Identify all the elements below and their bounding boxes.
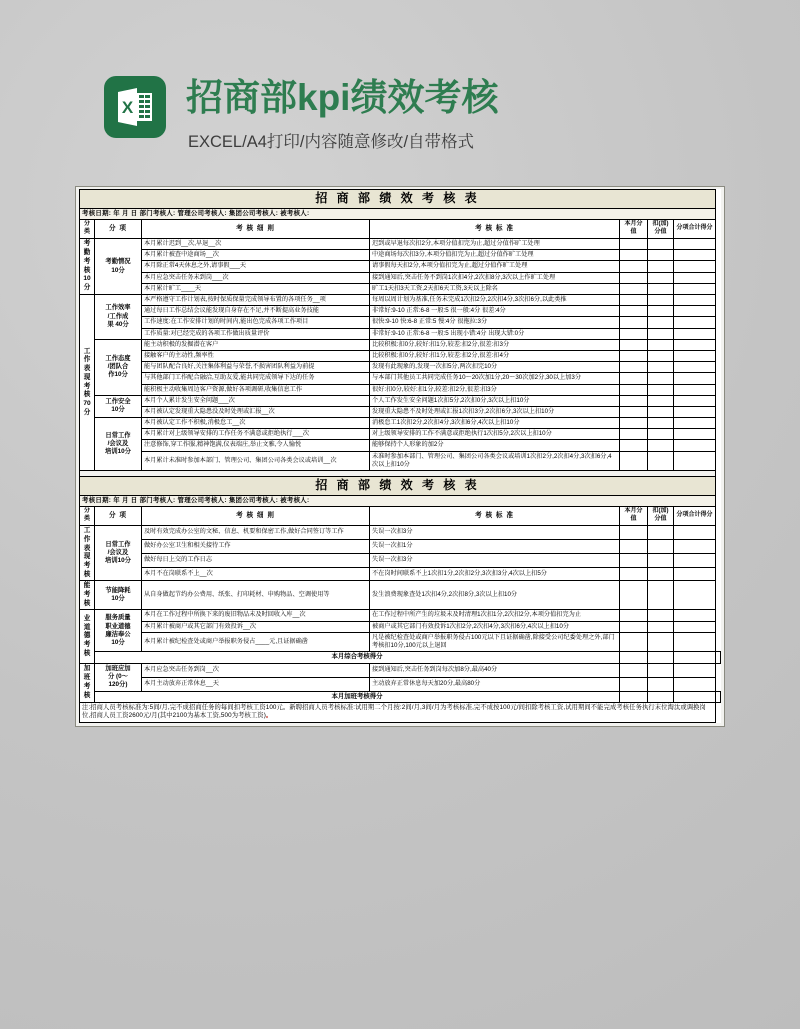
rule-cell: 工作速度:在工作安排计划的时间内,能出色完成各项工作项目 <box>142 317 370 328</box>
score-cell[interactable] <box>620 384 648 395</box>
standard-cell: 发生浪费现象查处1次扣4分,2次扣8分,3次以上扣10分 <box>370 581 620 610</box>
score-cell[interactable] <box>620 539 648 553</box>
score-cell[interactable] <box>620 451 648 470</box>
subitem-line: 节能降耗 <box>105 587 131 595</box>
score-cell[interactable] <box>648 691 674 702</box>
standard-cell: 旷工1天扣3天工资,2天扣6天工资,3天以上除名 <box>370 283 620 294</box>
rule-cell: 能积极主动收集周边客户资源,做好各项调研,收集信息工作 <box>142 384 370 395</box>
rule-cell: 本月除正常4天休息之外,请事假___天 <box>142 261 370 272</box>
page-title: 招商部kpi绩效考核 <box>186 77 499 118</box>
score-cell[interactable] <box>620 406 648 417</box>
header-standard: 考 核 标 准 <box>370 220 620 239</box>
subitem-line: /会议及 <box>107 439 129 447</box>
category-cell <box>80 239 95 295</box>
score-cell[interactable] <box>620 350 648 361</box>
category-cell <box>80 663 95 702</box>
category-char: 70 <box>83 399 91 407</box>
standard-cell: 与本部门其他员工共同完成任务10～20次加1分,20～30次加2分,30以上加3分 <box>370 373 620 384</box>
category-cell <box>80 526 95 581</box>
score-cell[interactable] <box>648 539 674 553</box>
subitem-line: /工作成 <box>107 312 129 320</box>
header-subtotal: 分项合计得分 <box>674 220 716 239</box>
kpi-table-body <box>80 190 721 723</box>
standard-cell: 失误一次扣1分 <box>370 539 620 553</box>
standard-cell: 对上级领导安排的工作不满意或拒绝执行1次扣5分,2次以上扣10分 <box>370 429 620 440</box>
score-cell[interactable] <box>648 350 674 361</box>
rule-cell: 本月累计被查中途商场__次 <box>142 250 370 261</box>
score-cell[interactable] <box>674 553 716 567</box>
category-cell <box>80 610 95 663</box>
header-category: 分 类 <box>80 220 95 239</box>
standard-cell: 不在岗时间联系不上1次扣1分,2次扣2分,3次扣3分,4次以上扣5分 <box>370 567 620 581</box>
score-cell[interactable] <box>620 283 648 294</box>
rule-cell: 本月被认定发现重大隐患没及时处理或汇报__次 <box>142 406 370 417</box>
score-cell[interactable] <box>648 362 674 373</box>
table-row <box>80 553 721 567</box>
subitem-cell <box>95 526 142 581</box>
subitem-line: 日常工作 <box>105 540 131 548</box>
score-cell[interactable] <box>620 691 648 702</box>
score-cell[interactable] <box>648 373 674 384</box>
score-cell[interactable] <box>674 440 716 451</box>
category-char: 班 <box>83 674 91 682</box>
standard-cell: 未准时参加本部门、管理公司、集团公司各类会议或培训1次扣2分,2次扣4分,3次扣6分,4次以上扣10分 <box>370 451 620 470</box>
score-cell[interactable] <box>620 429 648 440</box>
score-cell[interactable] <box>620 677 648 691</box>
table-row <box>80 567 721 581</box>
score-cell[interactable] <box>674 581 716 610</box>
rule-cell: 本月应急突击任务未到岗___次 <box>142 272 370 283</box>
meta-row <box>80 208 721 219</box>
score-cell[interactable] <box>674 362 716 373</box>
score-cell[interactable] <box>620 621 648 632</box>
category-char: 德 <box>83 632 91 640</box>
rule-cell: 能主动积极的发掘潜在客户 <box>142 339 370 350</box>
header-month-score: 本月分值 <box>620 220 648 239</box>
score-cell[interactable] <box>648 239 674 250</box>
table-row <box>80 526 721 540</box>
score-cell[interactable] <box>648 339 674 350</box>
rule-cell: 从自身做起节约办公费用、纸张、打印耗材、申购物品、空调使用等 <box>142 581 370 610</box>
score-cell[interactable] <box>674 250 716 261</box>
score-cell[interactable] <box>620 395 648 406</box>
score-cell[interactable] <box>674 328 716 339</box>
rule-cell: 本月累计未准时参加本部门、管理公司、集团公司各类会议或培训__次 <box>142 451 370 470</box>
header-deduction: 扣(加)分值 <box>648 220 674 239</box>
score-cell[interactable] <box>674 429 716 440</box>
kpi-table <box>79 189 721 723</box>
score-cell[interactable] <box>674 350 716 361</box>
header-rule: 考 核 细 则 <box>142 220 370 239</box>
score-cell[interactable] <box>674 691 716 702</box>
category-char: 现 <box>83 373 91 381</box>
score-cell[interactable] <box>620 362 648 373</box>
subitem-line: 职业道德 <box>105 622 131 630</box>
score-cell[interactable] <box>674 395 716 406</box>
category-char: 考 <box>83 640 91 648</box>
category-char: 工 <box>83 527 91 535</box>
table-row <box>80 250 721 261</box>
category-char: 核 <box>83 599 91 607</box>
category-char: 工 <box>83 347 91 355</box>
table-row <box>80 339 721 350</box>
standard-cell: 凡是被纪检查处或商户举报职务侵占100元以下且证据确凿,除接受公司纪委处理之外,部门考核扣10分,100元以上退回 <box>370 632 620 651</box>
subitem-line: 日常工作 <box>105 431 131 439</box>
standard-cell: 失误一次扣3分 <box>370 553 620 567</box>
standard-cell: 比较积极:扣0分,较好:扣1分,较差:扣2分,很差:扣3分 <box>370 339 620 350</box>
table-row <box>80 261 721 272</box>
score-cell[interactable] <box>648 272 674 283</box>
score-cell[interactable] <box>620 553 648 567</box>
score-cell[interactable] <box>620 418 648 429</box>
score-cell[interactable] <box>674 339 716 350</box>
table-row <box>80 272 721 283</box>
page-subtitle: EXCEL/A4打印/内容随意修改/自带格式 <box>188 133 475 151</box>
rule-cell: 能与团队配合良好,关注集体利益与荣誉,不损害团队利益为前提 <box>142 362 370 373</box>
score-cell[interactable] <box>648 328 674 339</box>
score-cell[interactable] <box>674 539 716 553</box>
table-row <box>80 677 721 691</box>
table-row <box>80 395 721 406</box>
table-row <box>80 328 721 339</box>
rule-cell: 接触客户的主动性,频率性 <box>142 350 370 361</box>
score-cell[interactable] <box>648 384 674 395</box>
score-cell[interactable] <box>648 652 674 663</box>
column-header-row <box>80 220 721 239</box>
rule-cell: 本月主动放弃正常休息__天 <box>142 677 370 691</box>
category-char: 分 <box>83 283 91 291</box>
category-char: 勤 <box>83 249 91 257</box>
category-char: 核 <box>83 266 91 274</box>
spreadsheet-preview <box>75 186 725 727</box>
table-row <box>80 632 721 651</box>
table-row <box>80 418 721 429</box>
note-mark: 。 <box>265 712 273 720</box>
meta-row <box>80 495 721 506</box>
score-cell[interactable] <box>674 373 716 384</box>
score-cell[interactable] <box>674 632 716 651</box>
score-cell[interactable] <box>674 295 716 306</box>
column-header-row <box>80 507 721 526</box>
category-char: 考 <box>83 682 91 690</box>
score-cell[interactable] <box>674 239 716 250</box>
standard-cell: 非常好:9-10 正常:6-8 一般:5 很一般:4分 很差:4分 <box>370 306 620 317</box>
score-cell[interactable] <box>648 283 674 294</box>
standard-cell: 每周以周计划为基准,任务未完成1次扣2分,2次扣4分,3次扣6分,以此类推 <box>370 295 620 306</box>
score-cell[interactable] <box>648 429 674 440</box>
score-cell[interactable] <box>674 567 716 581</box>
standard-cell: 中途商场每次扣3分,本项分值扣完为止,超过分值作旷工处理 <box>370 250 620 261</box>
category-char: 分 <box>83 408 91 416</box>
score-cell[interactable] <box>620 440 648 451</box>
doc-title: 招 商 部 绩 效 考 核 表 <box>80 477 716 496</box>
category-char: 考 <box>83 382 91 390</box>
rule-cell: 及时有效完成办公室的文秘、信息、机要和保密工作,做好合同签订等工作 <box>142 526 370 540</box>
category-char: 现 <box>83 553 91 561</box>
subitem-line: 120分) <box>108 681 128 689</box>
score-cell[interactable] <box>620 652 648 663</box>
subitem-line: 工作安全 <box>105 398 131 406</box>
doc-title-row <box>80 477 721 496</box>
header-deduction: 扣(加)分值 <box>648 507 674 526</box>
score-cell[interactable] <box>648 317 674 328</box>
category-char: 核 <box>83 691 91 699</box>
table-row <box>80 440 721 451</box>
table-row <box>80 610 721 621</box>
score-cell[interactable] <box>648 610 674 621</box>
header-rule: 考 核 细 则 <box>142 507 370 526</box>
note-text: 注:招商人员考核标准为:5间/月,完不成招商任务的每间扣考核工资100元。新聘招商人员考核标准:试用期二个月按:2间/月,3间/月为考核标准,完不成按100元/间扣除考核工资,试用期间不能完成考核任务执行末位淘汰或调换岗位,招商人员工资2600元/月(其中2100为基本工资,500为考核工资)。 <box>80 703 716 723</box>
category-char: 业 <box>83 614 91 622</box>
score-cell[interactable] <box>716 691 721 702</box>
score-cell[interactable] <box>620 295 648 306</box>
table-row <box>80 317 721 328</box>
score-cell[interactable] <box>620 663 648 677</box>
score-cell[interactable] <box>648 306 674 317</box>
standard-cell: 接到通知后,突击任务到岗每次加8分,最高40分 <box>370 663 620 677</box>
score-cell[interactable] <box>620 581 648 610</box>
subitem-line: 分 (0～ <box>108 672 128 680</box>
table-row <box>80 384 721 395</box>
rule-cell: 本月累计旷工____天 <box>142 283 370 294</box>
table-row <box>80 362 721 373</box>
standard-cell: 比较积极:扣0分,较好:扣1分,较差:扣2分,很差:扣4分 <box>370 350 620 361</box>
score-cell[interactable] <box>648 632 674 651</box>
score-cell[interactable] <box>648 250 674 261</box>
subitem-line: 工作态度 <box>105 354 131 362</box>
rule-cell: 本月累计迟到__次,早退__次 <box>142 239 370 250</box>
score-cell[interactable] <box>648 451 674 470</box>
category-char: 表 <box>83 544 91 552</box>
subitem-line: 果 40分 <box>107 321 129 329</box>
subitem-cell <box>95 663 142 691</box>
category-char: 作 <box>83 356 91 364</box>
score-cell[interactable] <box>648 567 674 581</box>
subitem-line: 10分 <box>111 406 125 414</box>
table-row <box>80 663 721 677</box>
table-row <box>80 239 721 250</box>
score-cell[interactable] <box>674 663 716 677</box>
note-row <box>80 703 721 723</box>
subitem-line: 考勤情况 <box>105 258 131 266</box>
score-cell[interactable] <box>620 250 648 261</box>
rule-cell: 本月不在岗联系不上__次 <box>142 567 370 581</box>
subitem-line: 10分 <box>111 595 125 603</box>
subitem-line: 10分 <box>111 266 125 274</box>
score-cell[interactable] <box>620 272 648 283</box>
excel-logo-icon <box>104 76 166 138</box>
score-cell[interactable] <box>674 610 716 621</box>
table-row <box>80 406 721 417</box>
subitem-line: 加班应加 <box>105 664 131 672</box>
rule-cell: 本月应急突击任务到岗__次 <box>142 663 370 677</box>
score-cell[interactable] <box>620 306 648 317</box>
score-cell[interactable] <box>674 526 716 540</box>
summary-label: 本月综合考核得分 <box>95 652 620 663</box>
rule-cell: 本月累计被商户或其它部门有效投诉__次 <box>142 621 370 632</box>
score-cell[interactable] <box>674 621 716 632</box>
standard-cell: 发现重大隐患不及时处理或汇报1次扣3分,2次扣6分,3次以上扣10分 <box>370 406 620 417</box>
standard-cell: 发现有此现象的,发现一次扣5分,两次扣完10分 <box>370 362 620 373</box>
score-cell[interactable] <box>620 373 648 384</box>
standard-cell: 很快:9-10 快:6-8 正常:5 慢:4分 很拖拉:3分 <box>370 317 620 328</box>
subitem-cell <box>95 339 142 395</box>
header-subitem: 分 项 <box>95 220 142 239</box>
rule-cell: 与其他部门工作配合融洽,互助友爱,能共同完成领导下达的任务 <box>142 373 370 384</box>
standard-cell: 迟到或早退每次扣2分,本项分值扣完为止,超过分值作旷工处理 <box>370 239 620 250</box>
subitem-cell <box>95 581 142 610</box>
rule-cell: 本月个人累计发生安全问题___次 <box>142 395 370 406</box>
category-char: 能 <box>83 582 91 590</box>
standard-cell: 请事假每天扣2分,本项分值扣完为止,超过分值作旷工处理 <box>370 261 620 272</box>
table-row <box>80 373 721 384</box>
score-cell[interactable] <box>674 406 716 417</box>
score-cell[interactable] <box>674 652 716 663</box>
category-char: 考 <box>83 257 91 265</box>
subitem-line: 培训10分 <box>105 448 131 456</box>
rule-cell: 做好每日上交的工作日志 <box>142 553 370 567</box>
rule-cell: 做好办公室卫生和相关接待工作 <box>142 539 370 553</box>
score-cell[interactable] <box>674 283 716 294</box>
standard-cell: 消极怠工1次扣2分,2次扣4分,3次扣6分,4次以上扣10分 <box>370 418 620 429</box>
table-row <box>80 295 721 306</box>
standard-cell: 失误一次扣3分 <box>370 526 620 540</box>
score-cell[interactable] <box>620 261 648 272</box>
standard-cell: 个人工作发生安全问题1次扣5分,2次扣0分,3次以上扣10分 <box>370 395 620 406</box>
banner <box>0 0 800 178</box>
subitem-cell <box>95 610 142 652</box>
score-cell[interactable] <box>648 581 674 610</box>
score-cell[interactable] <box>674 272 716 283</box>
score-cell[interactable] <box>648 295 674 306</box>
table-row <box>80 283 721 294</box>
category-char: 道 <box>83 623 91 631</box>
category-char: 考 <box>83 591 91 599</box>
standard-cell: 被商户或其它部门有效投诉1次扣2分,2次扣4分,3次扣6分,4次以上扣10分 <box>370 621 620 632</box>
standard-cell: 在工作过程中所产生的垃圾未及时清理1次扣1分,2次扣2分,本项分值扣完为止 <box>370 610 620 621</box>
score-cell[interactable] <box>648 663 674 677</box>
subitem-line: 廉洁奉公 <box>105 630 131 638</box>
standard-cell: 能够保持个人形象的加2分 <box>370 440 620 451</box>
header-standard: 考 核 标 准 <box>370 507 620 526</box>
score-cell[interactable] <box>648 261 674 272</box>
header-month-score: 本月分值 <box>620 507 648 526</box>
standard-cell: 接到通知后,突击任务不到岗1次扣4分,2次扣8分,3次以上作旷工处理 <box>370 272 620 283</box>
subitem-cell <box>95 295 142 340</box>
doc-title: 招 商 部 绩 效 考 核 表 <box>80 190 716 209</box>
score-cell[interactable] <box>648 440 674 451</box>
score-cell[interactable] <box>620 610 648 621</box>
score-cell[interactable] <box>620 239 648 250</box>
subitem-cell <box>95 418 142 471</box>
score-cell[interactable] <box>648 406 674 417</box>
score-cell[interactable] <box>648 418 674 429</box>
category-char: 考 <box>83 240 91 248</box>
category-char: 核 <box>83 570 91 578</box>
score-cell[interactable] <box>648 526 674 540</box>
rule-cell: 本月在工作过程中所换下来的废旧物品未及时回收入库__次 <box>142 610 370 621</box>
svg-text:X: X <box>121 98 134 117</box>
score-cell[interactable] <box>648 553 674 567</box>
score-cell[interactable] <box>620 328 648 339</box>
score-cell[interactable] <box>674 418 716 429</box>
subitem-cell <box>95 239 142 295</box>
subitem-line: /会议及 <box>107 549 129 557</box>
standard-cell: 很好:扣0分,较好:扣1分,较差:扣2分,很差:扣3分 <box>370 384 620 395</box>
score-cell[interactable] <box>620 339 648 350</box>
table-row <box>80 539 721 553</box>
rule-cell: 本严格遵守工作计划表,按时保质保量完成领导布置的各项任务__项 <box>142 295 370 306</box>
score-cell[interactable] <box>674 451 716 470</box>
score-cell[interactable] <box>716 652 721 663</box>
header-subtotal: 分项合计得分 <box>674 507 716 526</box>
subitem-line: 作10分 <box>108 371 128 379</box>
rule-cell: 注意修饰,穿工作服,精神饱满,仪表端庄,举止文雅,令人愉悦 <box>142 440 370 451</box>
rule-cell: 通过每日工作总结会议能发现自身存在不足,并不断提高业务技能 <box>142 306 370 317</box>
score-cell[interactable] <box>620 317 648 328</box>
score-cell[interactable] <box>620 632 648 651</box>
score-cell[interactable] <box>674 384 716 395</box>
category-char: 10 <box>83 275 91 283</box>
subitem-line: /团队合 <box>107 363 129 371</box>
category-cell <box>80 295 95 471</box>
table-row <box>80 429 721 440</box>
score-cell[interactable] <box>648 621 674 632</box>
score-cell[interactable] <box>648 395 674 406</box>
standard-cell: 主动放弃正常休息每天加20分,最高80分 <box>370 677 620 691</box>
rule-cell: 本月累计被纪检查处或商户举报职务侵占____元,且证据确凿 <box>142 632 370 651</box>
table-row <box>80 350 721 361</box>
rule-cell: 本月被认定工作不积极,消极怠工__次 <box>142 418 370 429</box>
score-cell[interactable] <box>620 567 648 581</box>
table-row <box>80 621 721 632</box>
score-cell[interactable] <box>674 261 716 272</box>
score-cell[interactable] <box>648 677 674 691</box>
subitem-line: 培训10分 <box>105 557 131 565</box>
table-row <box>80 581 721 610</box>
header-category: 分 类 <box>80 507 95 526</box>
category-char: 表 <box>83 365 91 373</box>
score-cell[interactable] <box>674 306 716 317</box>
rule-cell: 本月累计对上级领导安排的工作任务不满意或拒绝执行___次 <box>142 429 370 440</box>
subitem-line: 10分 <box>111 639 125 647</box>
doc-title-row <box>80 190 721 209</box>
header-subitem: 分 项 <box>95 507 142 526</box>
table-row <box>80 306 721 317</box>
table-row <box>80 451 721 470</box>
category-cell <box>80 581 95 610</box>
meta-line: 考核日期: 年 月 日 部门考核人: 管理公司考核人: 集团公司考核人: 被考核人: <box>80 208 716 219</box>
meta-line: 考核日期: 年 月 日 部门考核人: 管理公司考核人: 集团公司考核人: 被考核人: <box>80 495 716 506</box>
category-char: 核 <box>83 391 91 399</box>
score-cell[interactable] <box>674 317 716 328</box>
summary-label: 本月加班考核得分 <box>95 691 620 702</box>
subitem-line: 服务质量 <box>105 614 131 622</box>
rule-cell: 工作质量:对已经完成的各项工作做出质量评价 <box>142 328 370 339</box>
category-char: 作 <box>83 535 91 543</box>
standard-cell: 非常好:9-10 正常:6-8 一般:5 出现小错:4分 出现大错:0分 <box>370 328 620 339</box>
subitem-line: 工作效率 <box>105 304 131 312</box>
category-char: 核 <box>83 649 91 657</box>
category-char: 加 <box>83 665 91 673</box>
score-cell[interactable] <box>620 526 648 540</box>
category-char: 考 <box>83 561 91 569</box>
subitem-cell <box>95 395 142 417</box>
summary-row <box>80 652 721 663</box>
summary-row <box>80 691 721 702</box>
score-cell[interactable] <box>674 677 716 691</box>
